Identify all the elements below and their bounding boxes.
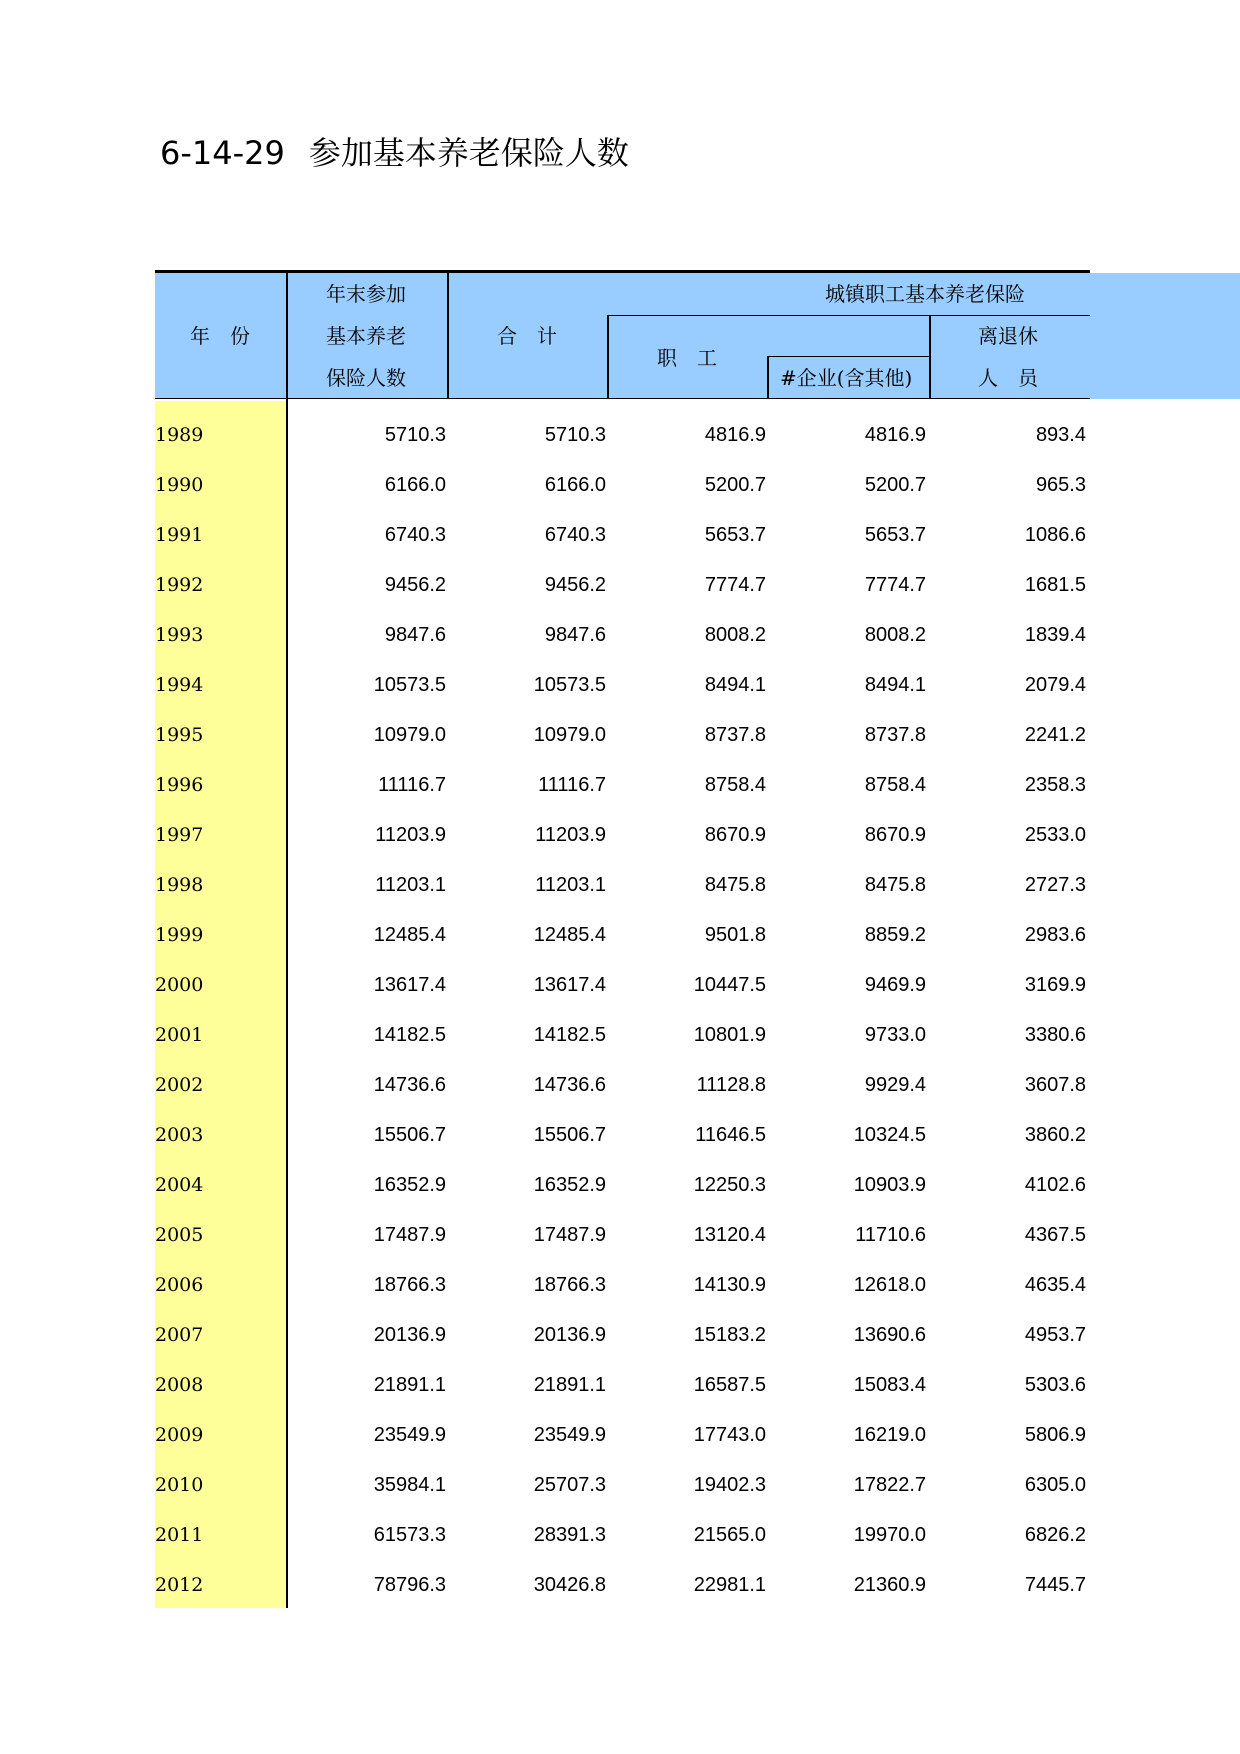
row-year: 2008 (155, 1374, 204, 1396)
row-value-v2: 15506.7 (533, 1123, 606, 1146)
row-value-v2: 6740.3 (544, 523, 606, 546)
header-enterprise: #企业(含其他) (780, 366, 913, 390)
row-value-v3: 5653.7 (704, 523, 766, 546)
row-year: 2011 (155, 1524, 204, 1546)
row-value-v3: 8758.4 (704, 773, 766, 796)
row-year: 1994 (155, 674, 204, 696)
table-row (155, 960, 1086, 1010)
table-row (155, 560, 1086, 610)
row-value-v1: 11203.1 (375, 873, 446, 896)
row-value-v5: 3860.2 (1024, 1123, 1086, 1146)
row-value-v4: 19970.0 (853, 1523, 926, 1546)
header-col1-line1: 年末参加 (326, 282, 406, 306)
row-value-v2: 10573.5 (533, 673, 606, 696)
row-value-v4: 4816.9 (864, 423, 926, 446)
row-value-v3: 22981.1 (693, 1573, 766, 1596)
row-value-v3: 8494.1 (704, 673, 766, 696)
row-value-v3: 15183.2 (693, 1323, 766, 1346)
header-divider-3 (767, 356, 769, 399)
row-year: 2005 (155, 1224, 204, 1246)
table-row (155, 1110, 1086, 1160)
header-group: 城镇职工基本养老保险 (825, 282, 1025, 306)
row-value-v2: 13617.4 (533, 973, 606, 996)
row-value-v3: 4816.9 (704, 423, 766, 446)
row-year: 1995 (155, 724, 204, 746)
table-row (155, 460, 1086, 510)
row-value-v4: 7774.7 (864, 573, 926, 596)
row-value-v3: 11128.8 (696, 1073, 766, 1096)
row-value-v1: 35984.1 (373, 1473, 446, 1496)
row-value-v5: 4102.6 (1024, 1173, 1086, 1196)
table-row (155, 410, 1086, 460)
table-header-background (155, 273, 1240, 399)
table-row (155, 510, 1086, 560)
row-value-v1: 16352.9 (373, 1173, 446, 1196)
table-row (155, 1510, 1086, 1560)
data-table (155, 410, 1086, 1610)
row-value-v4: 8008.2 (864, 623, 926, 646)
table-row (155, 1460, 1086, 1510)
row-value-v4: 5653.7 (864, 523, 926, 546)
row-value-v5: 2079.4 (1024, 673, 1086, 696)
table-body (155, 410, 1086, 1610)
row-value-v2: 18766.3 (533, 1273, 606, 1296)
row-value-v3: 13120.4 (693, 1223, 766, 1246)
table-row (155, 1310, 1086, 1360)
row-year: 2012 (155, 1574, 204, 1596)
row-year: 2000 (155, 974, 204, 996)
row-year: 2002 (155, 1074, 204, 1096)
row-value-v2: 25707.3 (533, 1473, 606, 1496)
row-value-v2: 16352.9 (533, 1173, 606, 1196)
row-year: 1996 (155, 774, 204, 796)
row-year: 2003 (155, 1124, 204, 1146)
row-value-v4: 16219.0 (853, 1423, 926, 1446)
row-year: 1989 (155, 424, 204, 446)
row-value-v5: 2983.6 (1024, 923, 1086, 946)
row-value-v1: 14736.6 (373, 1073, 446, 1096)
header-retired-line2: 人 员 (978, 366, 1038, 390)
row-value-v2: 10979.0 (533, 723, 606, 746)
header-group-rule (608, 315, 1090, 316)
row-value-v2: 11203.9 (535, 823, 606, 846)
row-year: 2007 (155, 1324, 204, 1346)
row-value-v4: 8737.8 (864, 723, 926, 746)
row-value-v5: 1839.4 (1024, 623, 1086, 646)
header-col1-line2: 基本养老 (326, 324, 406, 348)
row-value-v4: 13690.6 (853, 1323, 926, 1346)
row-value-v1: 20136.9 (373, 1323, 446, 1346)
row-value-v1: 10573.5 (373, 673, 446, 696)
header-total: 合 计 (497, 324, 557, 348)
row-value-v3: 8475.8 (704, 873, 766, 896)
row-year: 2010 (155, 1474, 204, 1496)
table-row (155, 910, 1086, 960)
row-value-v1: 6166.0 (384, 473, 446, 496)
table-row (155, 1410, 1086, 1460)
row-year: 1997 (155, 824, 204, 846)
row-value-v2: 30426.8 (533, 1573, 606, 1596)
row-value-v3: 10801.9 (693, 1023, 766, 1046)
table-row (155, 610, 1086, 660)
row-value-v5: 4635.4 (1024, 1273, 1086, 1296)
header-col1-line3: 保险人数 (326, 366, 406, 390)
row-value-v2: 9456.2 (544, 573, 606, 596)
row-value-v5: 2358.3 (1024, 773, 1086, 796)
row-value-v5: 965.3 (1035, 473, 1086, 496)
row-value-v2: 11203.1 (535, 873, 606, 896)
row-value-v1: 13617.4 (373, 973, 446, 996)
row-value-v1: 14182.5 (373, 1023, 446, 1046)
header-divider-1 (447, 273, 449, 399)
row-year: 1991 (155, 524, 204, 546)
row-year: 2006 (155, 1274, 204, 1296)
table-top-rule (155, 270, 1090, 273)
row-value-v5: 4953.7 (1024, 1323, 1086, 1346)
row-value-v2: 21891.1 (533, 1373, 606, 1396)
table-row (155, 1060, 1086, 1110)
row-year: 1992 (155, 574, 204, 596)
table-row (155, 1010, 1086, 1060)
table-title: 参加基本养老保险人数 (308, 134, 629, 172)
header-bottom-rule (155, 398, 1090, 399)
header-year: 年 份 (190, 324, 250, 348)
row-value-v3: 12250.3 (693, 1173, 766, 1196)
row-year: 1998 (155, 874, 204, 896)
row-value-v4: 8670.9 (864, 823, 926, 846)
row-value-v1: 18766.3 (373, 1273, 446, 1296)
table-row (155, 1560, 1086, 1610)
row-value-v3: 7774.7 (704, 573, 766, 596)
row-value-v3: 9501.8 (704, 923, 766, 946)
row-value-v5: 6305.0 (1024, 1473, 1086, 1496)
row-value-v4: 15083.4 (853, 1373, 926, 1396)
row-value-v2: 28391.3 (533, 1523, 606, 1546)
table-row (155, 660, 1086, 710)
row-value-v4: 9733.0 (864, 1023, 926, 1046)
row-value-v1: 9456.2 (384, 573, 446, 596)
row-value-v4: 10324.5 (853, 1123, 926, 1146)
row-value-v5: 1681.5 (1024, 573, 1086, 596)
row-value-v4: 8859.2 (864, 923, 926, 946)
row-value-v3: 5200.7 (704, 473, 766, 496)
row-value-v3: 8737.8 (704, 723, 766, 746)
row-value-v4: 17822.7 (853, 1473, 926, 1496)
row-value-v4: 9469.9 (864, 973, 926, 996)
row-value-v4: 10903.9 (853, 1173, 926, 1196)
table-number: 6-14-29 (160, 134, 285, 172)
row-value-v1: 61573.3 (373, 1523, 446, 1546)
row-value-v5: 5806.9 (1024, 1423, 1086, 1446)
page-title (160, 128, 629, 174)
row-value-v2: 14182.5 (533, 1023, 606, 1046)
row-value-v2: 11116.7 (538, 773, 606, 796)
row-value-v2: 5710.3 (544, 423, 606, 446)
header-divider-4 (929, 315, 931, 399)
row-value-v2: 6166.0 (544, 473, 606, 496)
row-value-v2: 23549.9 (533, 1423, 606, 1446)
row-value-v1: 10979.0 (373, 723, 446, 746)
row-value-v4: 9929.4 (864, 1073, 926, 1096)
table-row (155, 810, 1086, 860)
row-value-v2: 20136.9 (533, 1323, 606, 1346)
row-value-v4: 12618.0 (853, 1273, 926, 1296)
row-value-v3: 16587.5 (693, 1373, 766, 1396)
row-value-v5: 893.4 (1035, 423, 1086, 446)
row-year: 2009 (155, 1424, 204, 1446)
row-value-v3: 8008.2 (704, 623, 766, 646)
table-row (155, 760, 1086, 810)
row-year: 2004 (155, 1174, 204, 1196)
row-value-v3: 19402.3 (693, 1473, 766, 1496)
row-value-v1: 78796.3 (373, 1573, 446, 1596)
row-value-v3: 21565.0 (693, 1523, 766, 1546)
row-value-v1: 11116.7 (378, 773, 446, 796)
header-divider-2 (607, 315, 609, 399)
row-value-v3: 8670.9 (704, 823, 766, 846)
row-value-v5: 3607.8 (1024, 1073, 1086, 1096)
row-value-v5: 7445.7 (1024, 1573, 1086, 1596)
row-value-v4: 21360.9 (853, 1573, 926, 1596)
table-row (155, 1160, 1086, 1210)
row-value-v5: 5303.6 (1024, 1373, 1086, 1396)
row-value-v5: 1086.6 (1024, 523, 1086, 546)
table-row (155, 1260, 1086, 1310)
row-value-v4: 8475.8 (864, 873, 926, 896)
row-value-v3: 14130.9 (693, 1273, 766, 1296)
row-value-v5: 6826.2 (1024, 1523, 1086, 1546)
row-value-v1: 23549.9 (373, 1423, 446, 1446)
row-value-v2: 9847.6 (544, 623, 606, 646)
table-row (155, 860, 1086, 910)
row-year: 2001 (155, 1024, 204, 1046)
row-value-v4: 11710.6 (855, 1223, 926, 1246)
row-value-v1: 6740.3 (384, 523, 446, 546)
table-row (155, 1210, 1086, 1260)
row-year: 1999 (155, 924, 204, 946)
table-row (155, 710, 1086, 760)
row-value-v1: 15506.7 (373, 1123, 446, 1146)
row-year: 1993 (155, 624, 204, 646)
row-value-v1: 21891.1 (373, 1373, 446, 1396)
header-retired-line1: 离退休 (978, 324, 1038, 348)
row-value-v2: 12485.4 (533, 923, 606, 946)
row-value-v4: 8758.4 (864, 773, 926, 796)
row-value-v4: 5200.7 (864, 473, 926, 496)
row-value-v1: 12485.4 (373, 923, 446, 946)
row-value-v5: 2727.3 (1024, 873, 1086, 896)
row-value-v1: 9847.6 (384, 623, 446, 646)
row-value-v1: 11203.9 (375, 823, 446, 846)
row-value-v3: 10447.5 (693, 973, 766, 996)
row-value-v1: 17487.9 (373, 1223, 446, 1246)
header-workers: 职 工 (657, 346, 717, 370)
row-value-v4: 8494.1 (864, 673, 926, 696)
table-row (155, 1360, 1086, 1410)
row-value-v3: 11646.5 (695, 1123, 766, 1146)
row-value-v1: 5710.3 (384, 423, 446, 446)
header-enterprise-rule (768, 356, 930, 357)
row-value-v5: 3380.6 (1024, 1023, 1086, 1046)
row-value-v5: 2533.0 (1024, 823, 1086, 846)
row-value-v5: 2241.2 (1024, 723, 1086, 746)
row-value-v5: 3169.9 (1024, 973, 1086, 996)
row-value-v2: 17487.9 (533, 1223, 606, 1246)
row-year: 1990 (155, 474, 204, 496)
row-value-v5: 4367.5 (1024, 1223, 1086, 1246)
row-value-v2: 14736.6 (533, 1073, 606, 1096)
row-value-v3: 17743.0 (693, 1423, 766, 1446)
